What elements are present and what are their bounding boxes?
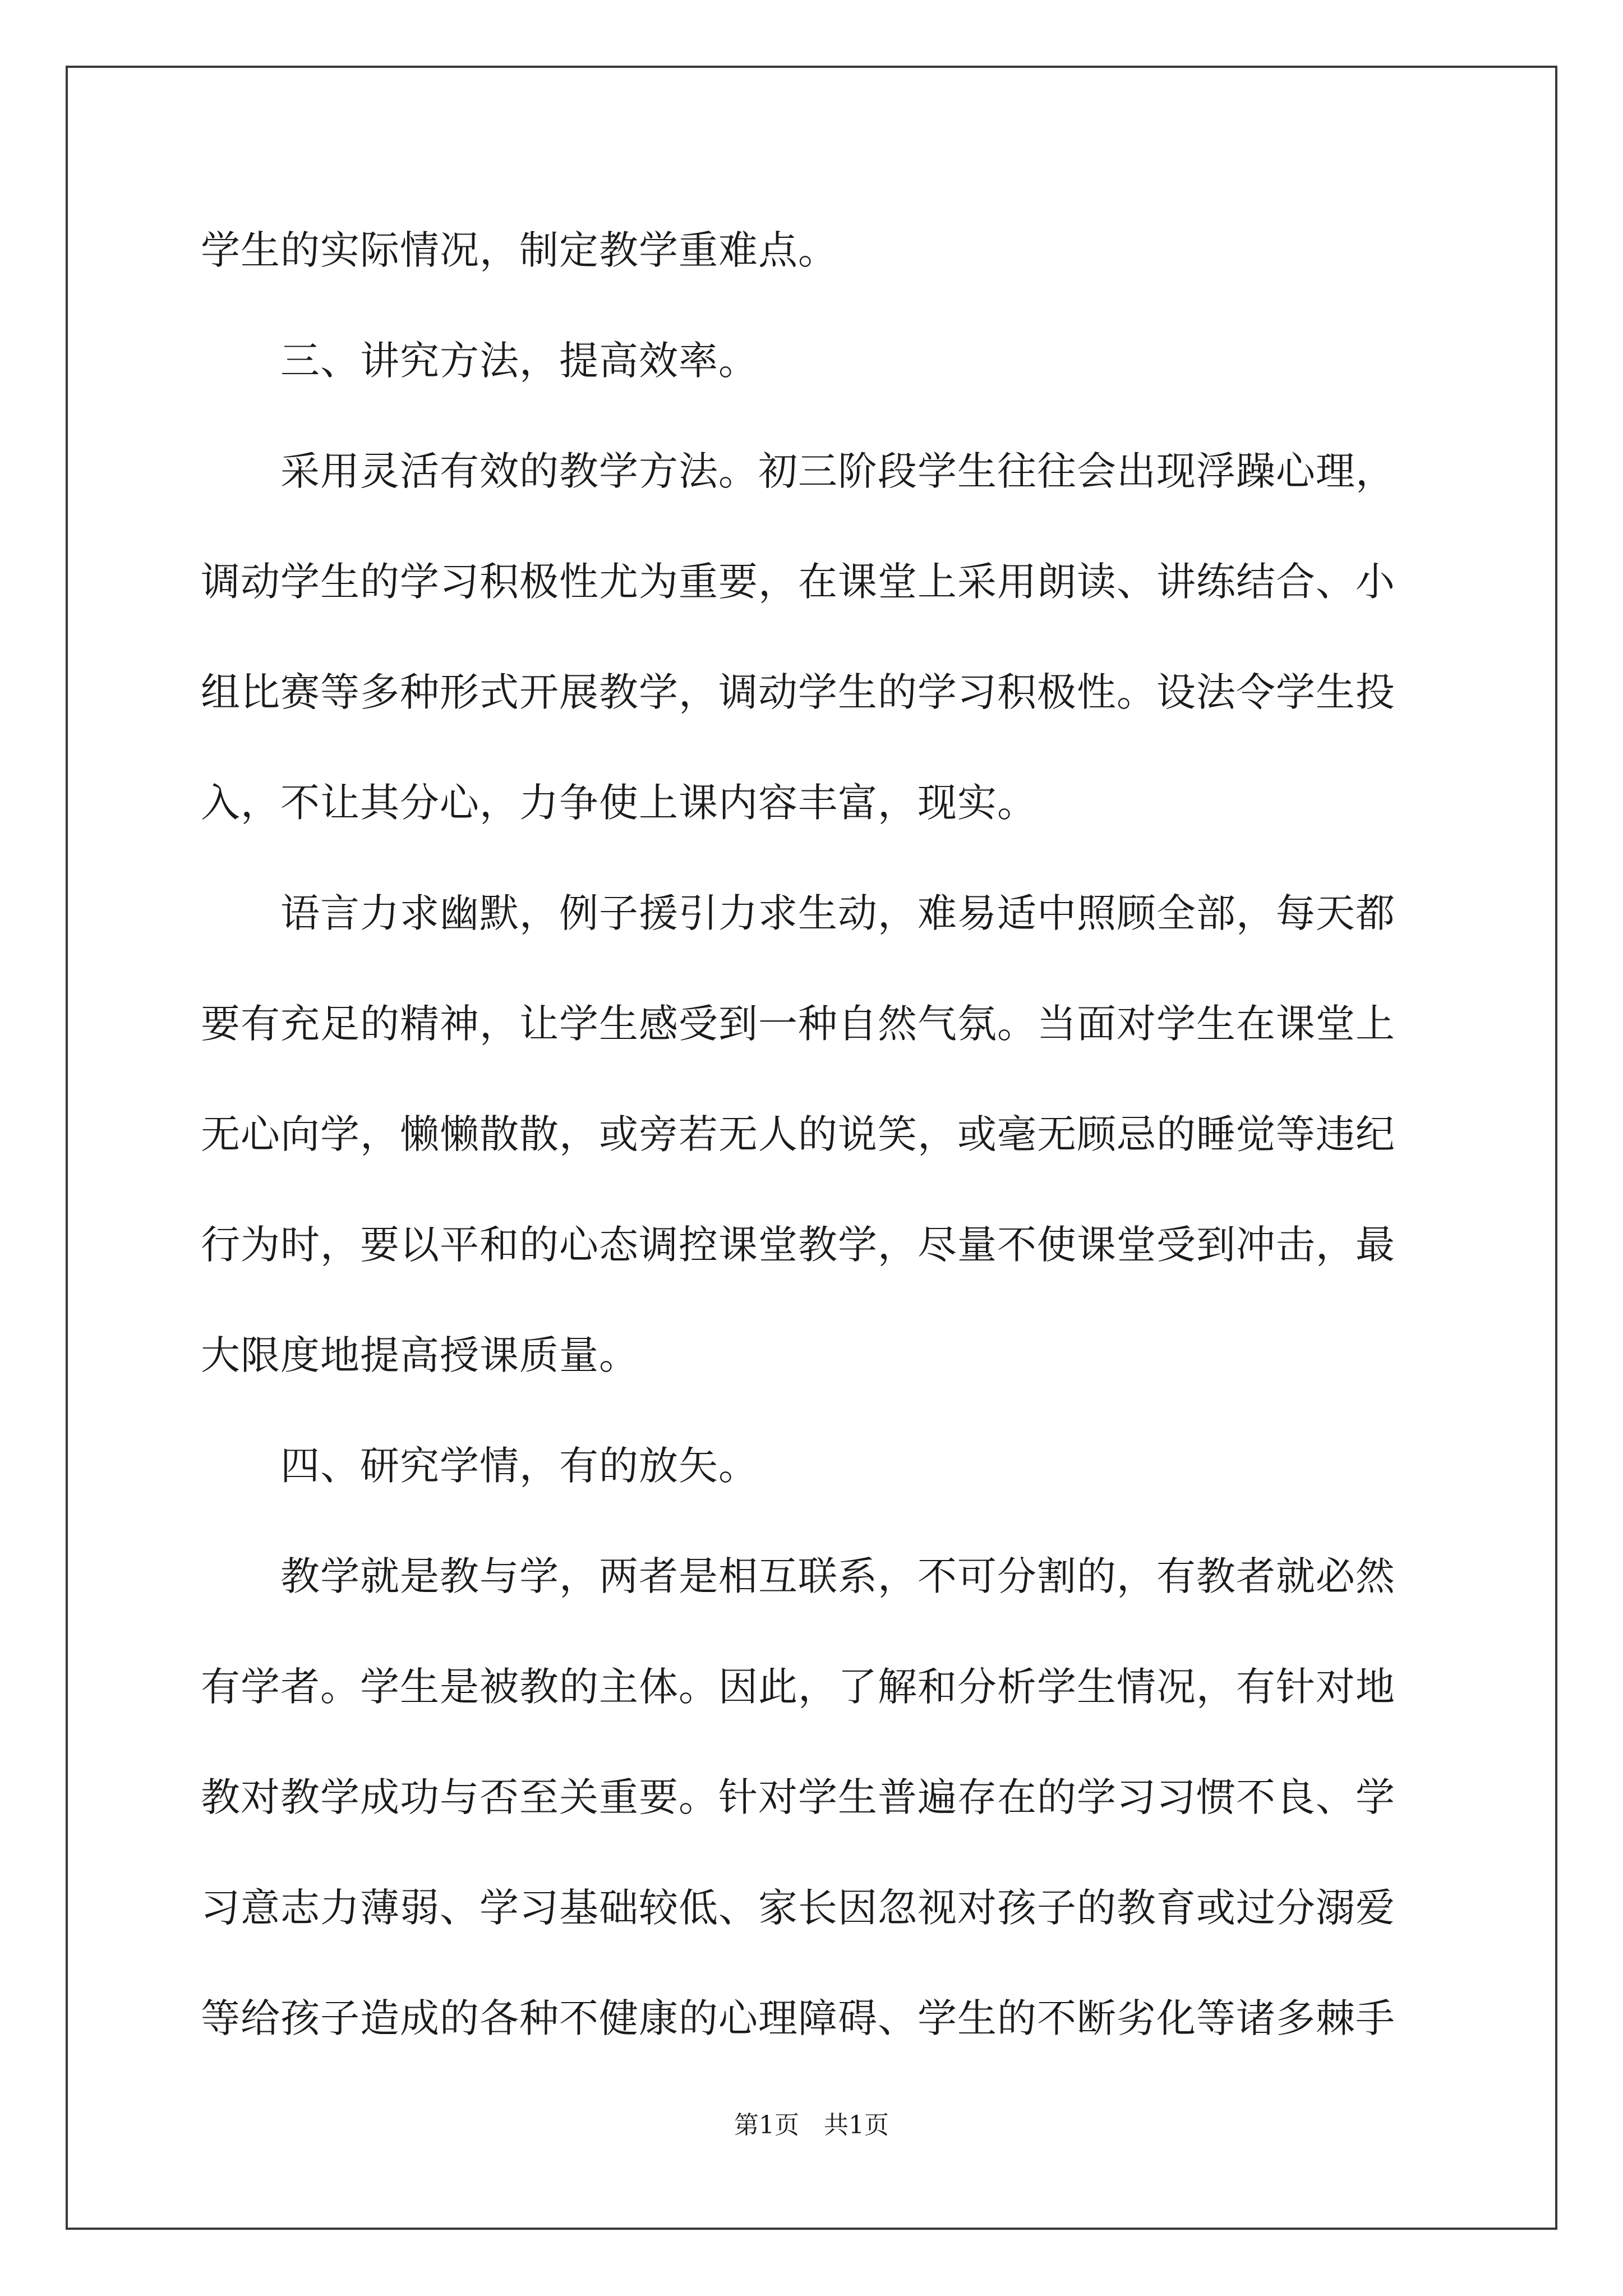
- text-line: 学生的实际情况，制定教学重难点。: [201, 227, 838, 273]
- page-footer: 第1页 共1页: [734, 2111, 889, 2139]
- text-line: 组比赛等多种形式开展教学，调动学生的学习积极性。设法令学生投: [201, 669, 1395, 715]
- text-line: 调动学生的学习积极性尤为重要，在课堂上采用朗读、讲练结合、小: [201, 559, 1395, 605]
- text-line: 行为时，要以平和的心态调控课堂教学，尽量不使课堂受到冲击，最: [201, 1222, 1395, 1268]
- text-line: 语言力求幽默，例子援引力求生动，难易适中照顾全部，每天都: [280, 890, 1395, 936]
- text-line: 采用灵活有效的教学方法。初三阶段学生往往会出现浮躁心理，: [280, 448, 1395, 494]
- text-line: 有学者。学生是被教的主体。因此，了解和分析学生情况，有针对地: [201, 1664, 1395, 1710]
- text-line: 教对教学成功与否至关重要。针对学生普遍存在的学习习惯不良、学: [201, 1774, 1395, 1820]
- text-line: 等给孩子造成的各种不健康的心理障碍、学生的不断劣化等诸多棘手: [201, 1995, 1395, 2041]
- section-heading: 三、讲究方法，提高效率。: [280, 338, 758, 384]
- text-line: 习意志力薄弱、学习基础较低、家长因忽视对孩子的教育或过分溺爱: [201, 1885, 1395, 1931]
- section-heading: 四、研究学情，有的放矢。: [280, 1443, 758, 1489]
- text-line: 要有充足的精神，让学生感受到一种自然气氛。当面对学生在课堂上: [201, 1001, 1395, 1047]
- text-line: 入，不让其分心，力争使上课内容丰富，现实。: [201, 780, 1037, 826]
- text-line: 大限度地提高授课质量。: [201, 1332, 639, 1378]
- text-line: 无心向学，懒懒散散，或旁若无人的说笑，或毫无顾忌的睡觉等违纪: [201, 1111, 1395, 1157]
- text-line: 教学就是教与学，两者是相互联系，不可分割的，有教者就必然: [280, 1553, 1395, 1599]
